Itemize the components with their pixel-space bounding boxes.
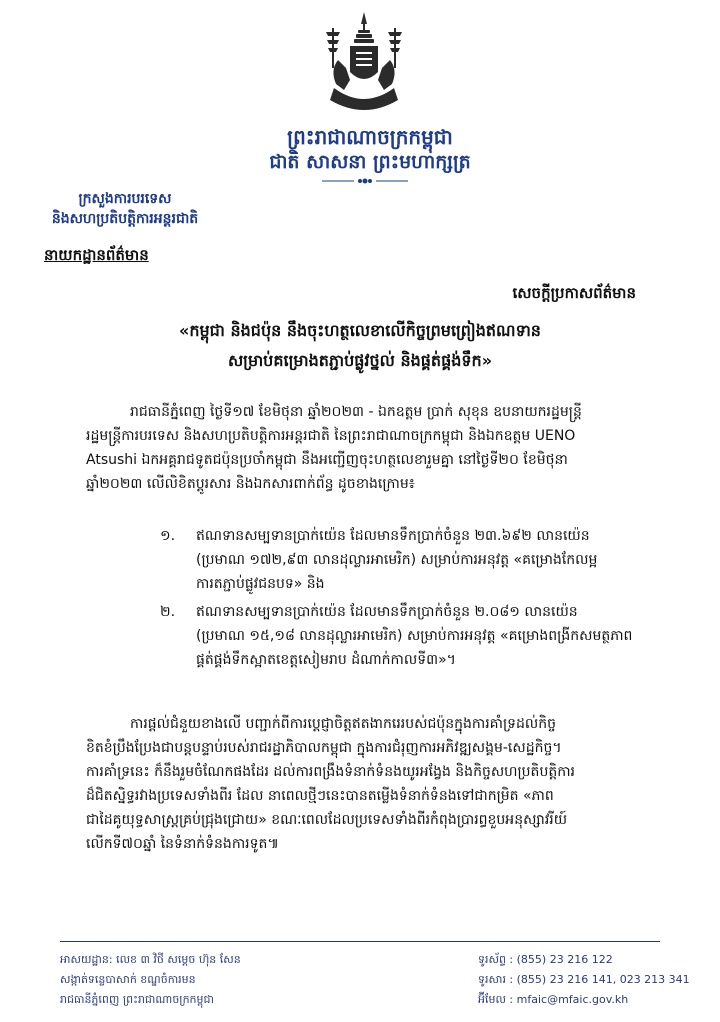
paragraph-line: ការគាំទ្រនេះ ក៏នឹងរួមចំណែកផងដែរ ដល់ការពង្រឹងទំនាក់ទំនងយូរអង្វែង និងកិច្ចសហប្រតិបត្តិការ [86,764,575,780]
list-item-line: ការតភ្ជាប់ផ្លូវជនបទ» និង [196,576,325,592]
paragraph-line: ខិតខំប្រឹងប្រែងជាបន្តបន្ទាប់របស់រាជរដ្ឋាភិបាលកម្ពុជា ក្នុងការជំរុញការអភិវឌ្ឍសង្គម-សេដ្ឋកិច្ច។ [86,740,562,756]
paragraph-line: រដ្ឋមន្ត្រីការបរទេស និងសហប្រតិបត្តិការអន្តរជាតិ នៃព្រះរាជាណាចក្រកម្ពុជា និងឯកឧត្តម UENO [86,428,576,444]
contact-value: (855) 23 216 122 [516,953,613,966]
footer-divider [60,941,660,942]
list-item-line: (ប្រមាណ ១៥,១៨ លានដុល្លារអាមេរិក) សម្រាប់ការអនុវត្ត «គម្រោងពង្រីកសមត្ថភាព [196,628,633,644]
address-line: អាសយដ្ឋាន: លេខ ៣ វិថី សម្ដេច ហ៊ុន សែន [60,953,241,966]
paragraph-line: Atsushi ឯកអគ្គរាជទូតជប៉ុនប្រចាំកម្ពុជា នឹងអញ្ជើញចុះហត្ថលេខារួមគ្នា នៅថ្ងៃទី២០ ខែមិថុនា [86,452,568,468]
contact-label: អ៊ីមែល : [478,993,514,1006]
list-item-line: ឥណទានសម្បទានប្រាក់យ៉េន ដែលមានទឹកប្រាក់ចំនួន ២៣.៦៩២ លានយ៉េន [196,528,590,544]
list-item-line: ឥណទានសម្បទានប្រាក់យ៉េន ដែលមានទឹកប្រាក់ចំនួន ២.០៨១ លានយ៉េន [196,604,578,620]
list-item-number: ២. [160,604,176,620]
ministry-name-line1: ក្រសួងការបរទេស [78,191,172,207]
contact-email [478,990,708,1010]
paragraph-intro [86,400,676,496]
address-line: សង្កាត់ទន្លេបាសាក់ ខណ្ឌចំការមន [60,973,196,986]
footer-address [60,950,360,1010]
address-line: រាជធានីភ្នំពេញ ព្រះរាជាណាចក្រកម្ពុជា [60,993,214,1006]
kingdom-motto: ជាតិ សាសនា ព្រះមហាក្សត្រ [269,151,471,173]
contact-phone [478,950,708,970]
department-name: នាយកដ្ឋានព័ត៌មាន [44,246,149,264]
royal-emblem-icon [316,10,412,120]
kingdom-name: ព្រះរាជាណាចក្រកម្ពុជា [287,125,453,149]
paragraph-line: ដ៏ជិតស្និទ្ធរវាងប្រទេសទាំងពីរ ដែល នាពេលថ្មីៗនេះបានតម្លើងទំនាក់ទំនងទៅជាកម្រិត «ភាព [86,788,554,804]
list-item-line: (ប្រមាណ ១៧២,៩៣ លានដុល្លារអាមេរិក) សម្រាប់ការអនុវត្ត «គម្រោងកែលម្អ [196,552,598,568]
press-release-label: សេចក្ដីប្រកាសព័ត៌មាន [512,284,636,302]
document-title-line1: «កម្ពុជា និងជប៉ុន នឹងចុះហត្ថលេខាលើកិច្ចព្រមព្រៀងឥណទាន [179,321,541,340]
contact-value: (855) 23 216 141, 023 213 341 [516,973,690,986]
contact-label: ទូរសារ : [478,973,514,986]
paragraph-closing [86,712,676,856]
paragraph-line: រាជធានីភ្នំពេញ ថ្ងៃទី១៧ ខែមិថុនា ឆ្នាំ២០២៣ - ឯកឧត្តម ប្រាក់ សុខុន ឧបនាយករដ្ឋមន្ត្រី [130,404,582,420]
ornament-divider-icon [320,176,410,186]
document-title-line2: សម្រាប់គម្រោងតភ្ជាប់ផ្លូវថ្នល់ និងផ្គត់ផ្គង់ទឹក» [227,351,493,370]
paragraph-line: ការផ្ដល់ជំនួយខាងលើ បញ្ជាក់ពីការប្ដេជ្ញាចិត្តឥតងាករេរបស់ជប៉ុនក្នុងការគាំទ្រដល់កិច្ច [130,716,557,732]
contact-label: ទូរស័ព្ទ : [478,953,514,966]
contact-fax [478,970,708,990]
contact-value[interactable]: mfaic@mfaic.gov.kh [516,993,629,1006]
list-item-number: ១. [160,528,176,544]
ministry-name-line2: និងសហប្រតិបត្តិការអន្តរជាតិ [51,211,199,227]
list-item-line: ផ្គត់ផ្គង់ទឹកស្អាតខេត្តសៀមរាប ដំណាក់កាលទី៣»។ [196,652,456,668]
footer-contacts [478,950,708,1010]
paragraph-line: ឆ្នាំ២០២៣ លើលិខិតប្ដូរសារ និងឯកសារពាក់ព័ន្ធ ដូចខាងក្រោម៖ [86,476,415,492]
paragraph-line: លើកទី៧០ឆ្នាំ នៃទំនាក់ទំនងការទូត៕ [86,836,279,852]
paragraph-line: ជាដៃគូយុទ្ធសាស្ត្រគ្រប់ជ្រុងជ្រោយ» ខណៈពេលដែលប្រទេសទាំងពីរកំពុងប្រារព្ធខួបអនុស្សាវរីយ៍ [86,812,568,828]
